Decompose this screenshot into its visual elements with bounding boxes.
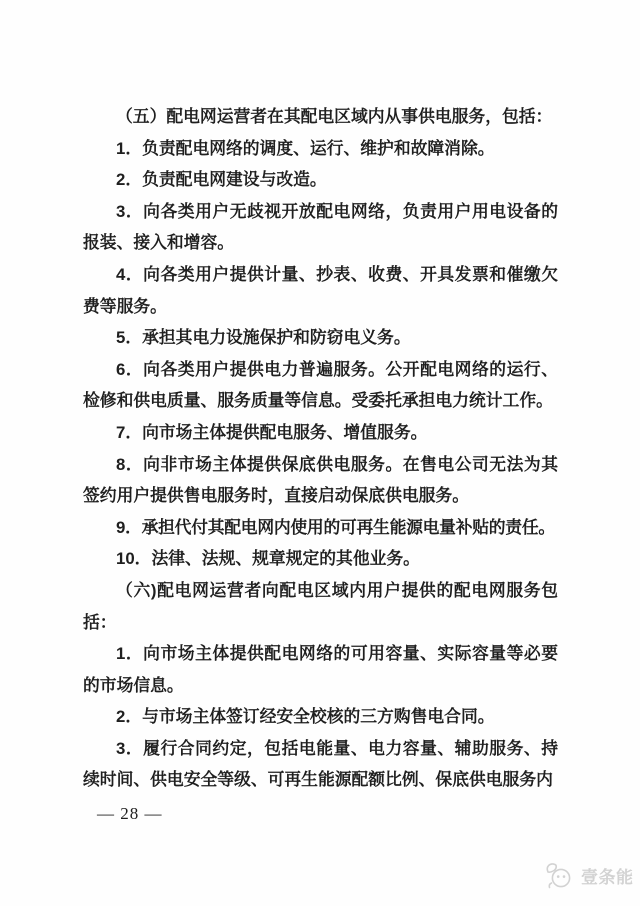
paragraph: 3．履行合同约定，包括电能量、电力容量、辅助服务、持续时间、供电安全等级、可再生能源配额比例、保底供电服务内 [83,738,558,790]
page-number: — 28 — [97,804,163,823]
watermark-text: 壹条能 [581,867,634,887]
paragraph: 1．向市场主体提供配电网络的可用容量、实际容量等必要的市场信息。 [83,644,558,695]
paragraph: 7．向市场主体提供配电服务、增值服务。 [116,422,428,442]
watermark [544,860,634,890]
paragraph: 2．与市场主体签订经安全校核的三方购售电合同。 [116,707,495,727]
paragraph: 5．承担其电力设施保护和防窃电义务。 [116,328,411,348]
paragraph: 3．向各类用户无歧视开放配电网络，负责用户用电设备的报装、接入和增容。 [83,201,558,253]
paragraph: 4．向各类用户提供计量、抄表、收费、开具发票和催缴欠费等服务。 [83,264,558,316]
document-body [83,101,558,796]
paragraph: （六)配电网运营者向配电区域内用户提供的配电网服务包括： [83,580,558,632]
paragraph: 1．负责配电网络的调度、运行、维护和故障消除。 [116,138,495,158]
paragraph: 6．向各类用户提供电力普遍服务。公开配电网络的运行、检修和供电质量、服务质量等信息。受委托承担电力统计工作。 [83,359,558,411]
paragraph: 8．向非市场主体提供保底供电服务。在售电公司无法为其签约用户提供售电服务时，直接启动保底供电服务。 [83,454,558,506]
paragraph: （五）配电网运营者在其配电区域内从事供电服务，包括： [116,107,553,126]
paragraph: 10．法律、法规、规章规定的其他业务。 [116,549,420,569]
yitiaoneng-logo-icon [544,860,578,890]
paragraph: 9．承担代付其配电网内使用的可再生能源电量补贴的责任。 [116,517,555,537]
paragraph: 2．负责配电网建设与改造。 [116,170,327,190]
